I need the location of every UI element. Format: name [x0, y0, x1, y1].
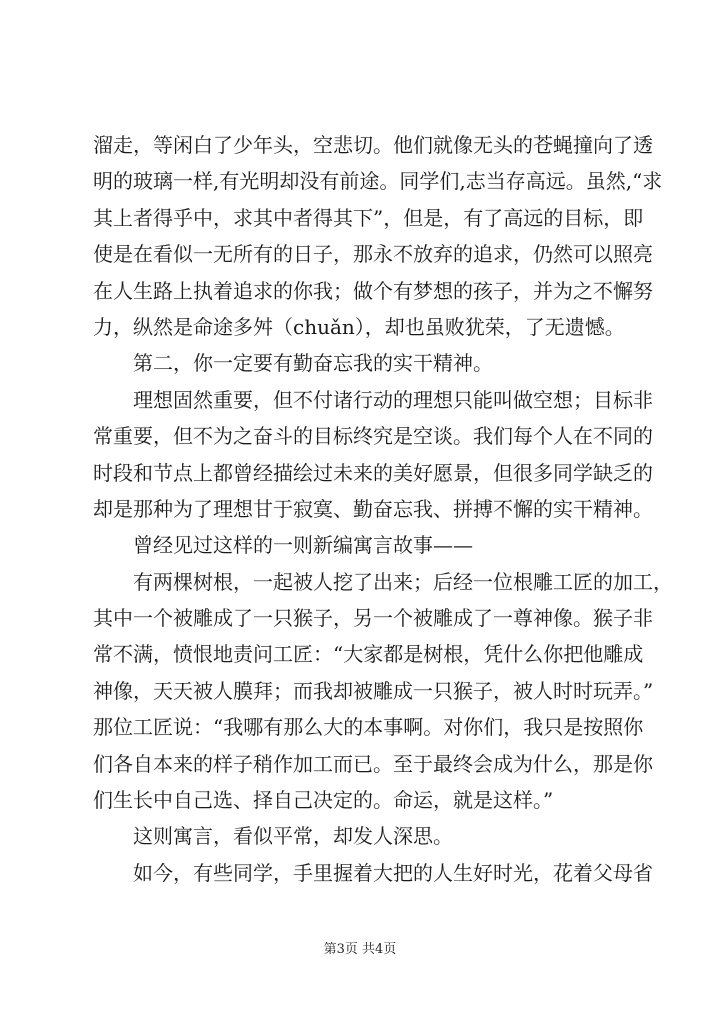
text-line: 那位工匠说：“我哪有那么大的本事啊。对你们，我只是按照你: [93, 715, 644, 740]
body-text: [93, 127, 673, 891]
text-line: 们各自本来的样子稍作加工而已。至于最终会成为什么，那是你: [93, 751, 653, 776]
text-line: 这则寓言，看似平常，却发人深思。: [93, 824, 453, 849]
text-line: 溜走，等闲白了少年头，空悲切。他们就像无头的苍蝇撞向了透: [93, 133, 653, 157]
text-line: 曾经见过这样的一则新编寓言故事——: [93, 533, 473, 558]
text-line: 理想固然重要，但不付诸行动的理想只能叫做空想；目标非: [93, 387, 653, 412]
text-line: 时段和节点上都曾经描绘过未来的美好愿景，但很多同学缺乏的: [93, 460, 653, 485]
text-line: 常重要，但不为之奋斗的目标终究是空谈。我们每个人在不同的: [93, 424, 653, 449]
text-line: 在人生路上执着追求的你我；做个有梦想的孩子，并为之不懈努: [93, 278, 653, 303]
text-line: 力，纵然是命途多舛（chuǎn），却也虽败犹荣，了无遗憾。: [93, 314, 625, 339]
page-footer: 第3页 共4页: [323, 942, 397, 957]
text-line: 其中一个被雕成了一只猴子，另一个被雕成了一尊神像。猴子非: [93, 606, 653, 631]
text-line: 神像，天天被人膜拜；而我却被雕成一只猴子，被人时时玩弄。”: [93, 678, 654, 703]
text-line: 其上者得乎中，求其中者得其下”，但是，有了高远的目标，即: [93, 205, 644, 230]
text-line: 如今，有些同学，手里握着大把的人生好时光，花着父母省: [93, 860, 653, 885]
text-line: 有两棵树根，一起被人挖了出来；后经一位根雕工匠的加工，: [93, 569, 673, 594]
text-line: 使是在看似一无所有的日子，那永不放弃的追求，仍然可以照亮: [93, 242, 653, 267]
text-line: 常不满，愤恨地责问工匠：“大家都是树根，凭什么你把他雕成: [93, 642, 644, 667]
text-line: 明的玻璃一样,有光明却没有前途。同学们,志当存高远。虽然,“求: [93, 169, 663, 194]
text-line: 第二，你一定要有勤奋忘我的实干精神。: [93, 351, 493, 376]
text-line: 却是那种为了理想甘于寂寞、勤奋忘我、拼搏不懈的实干精神。: [93, 496, 653, 521]
text-line: 们生长中自己选、择自己决定的。命运，就是这样。”: [93, 788, 554, 813]
